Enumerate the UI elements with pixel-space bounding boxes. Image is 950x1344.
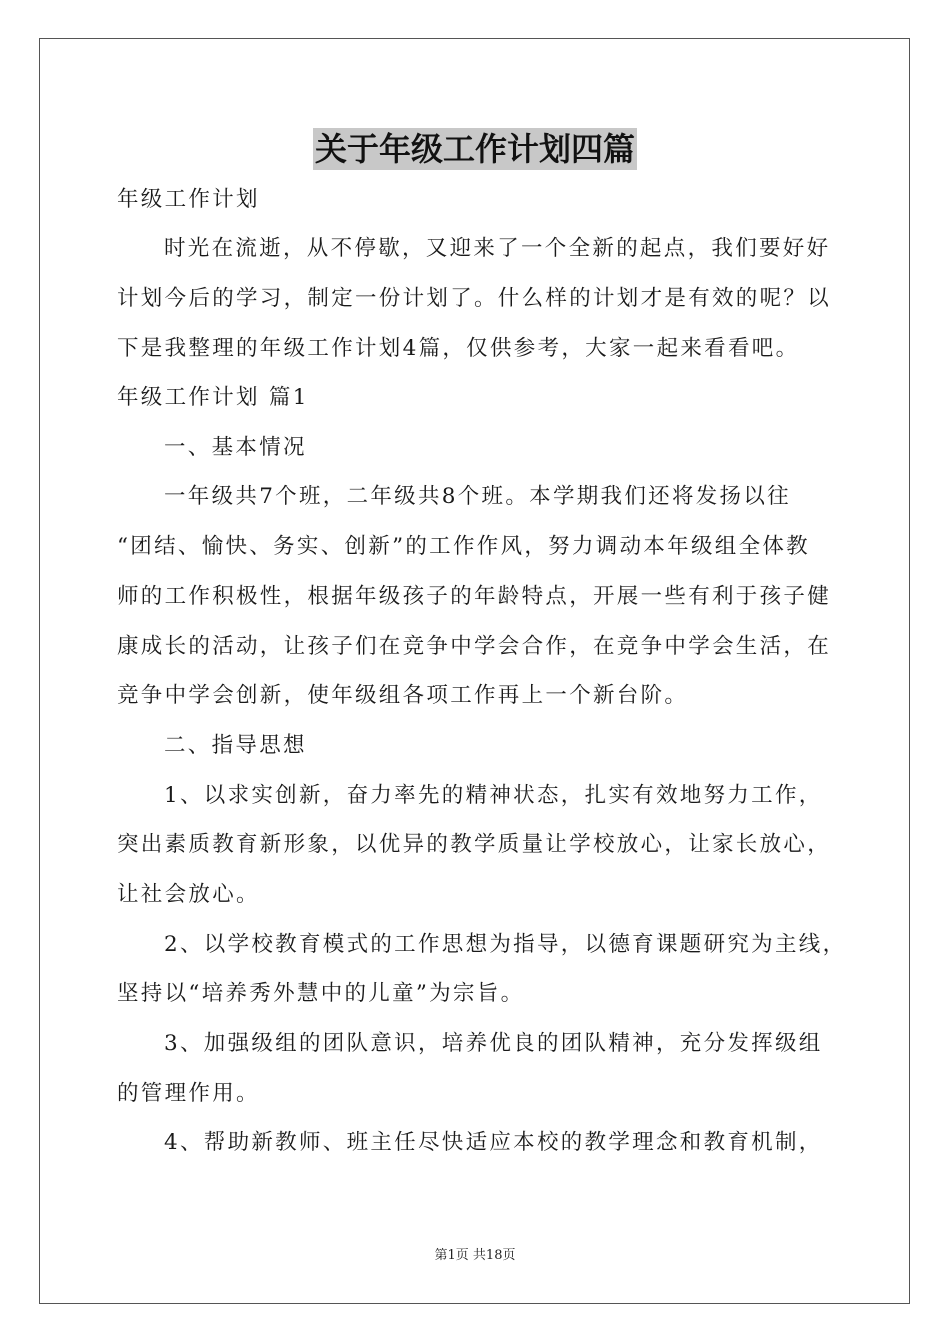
paragraph-line: 下是我整理的年级工作计划4篇，仅供参考，大家一起来看看吧。 [117,336,800,361]
page-border [39,38,910,1304]
paragraph-line: 康成长的活动，让孩子们在竞争中学会合作，在竞争中学会生活，在 [117,634,832,659]
paragraph-line: 2、以学校教育模式的工作思想为指导，以德育课题研究为主线， [164,932,847,957]
paragraph-line: 竞争中学会创新，使年级组各项工作再上一个新台阶。 [117,683,689,708]
paragraph-line: 计划今后的学习，制定一份计划了。什么样的计划才是有效的呢？以 [117,286,832,311]
paragraph-line: 4、帮助新教师、班主任尽快适应本校的教学理念和教育机制， [164,1130,823,1155]
title-container [0,128,950,170]
paragraph-line: 1、以求实创新，奋力率先的精神状态，扎实有效地努力工作， [164,783,823,808]
paragraph-line: 师的工作积极性，根据年级孩子的年龄特点，开展一些有利于孩子健 [117,584,832,609]
page-number-footer: 第1页 共18页 [434,1248,516,1263]
paragraph-line: 突出素质教育新形象，以优异的教学质量让学校放心，让家长放心， [117,832,832,857]
paragraph-line: 让社会放心。 [117,882,260,907]
document-title: 关于年级工作计划四篇 [314,130,635,168]
paragraph-line: 一年级共7个班，二年级共8个班。本学期我们还将发扬以往 [164,484,791,509]
subsection-heading: 二、指导思想 [164,733,307,758]
section-heading: 年级工作计划 [117,187,260,212]
subsection-heading: 一、基本情况 [164,435,307,460]
section-heading: 年级工作计划 篇1 [117,385,309,410]
paragraph-line: 的管理作用。 [117,1081,260,1106]
paragraph-line: 坚持以“培养秀外慧中的儿童”为宗旨。 [117,981,525,1006]
paragraph-line: “团结、愉快、务实、创新”的工作作风，努力调动本年级组全体教 [117,534,810,559]
paragraph-line: 3、加强级组的团队意识，培养优良的团队精神，充分发挥级组 [164,1031,823,1056]
paragraph-line: 时光在流逝，从不停歇，又迎来了一个全新的起点，我们要好好 [164,236,831,261]
